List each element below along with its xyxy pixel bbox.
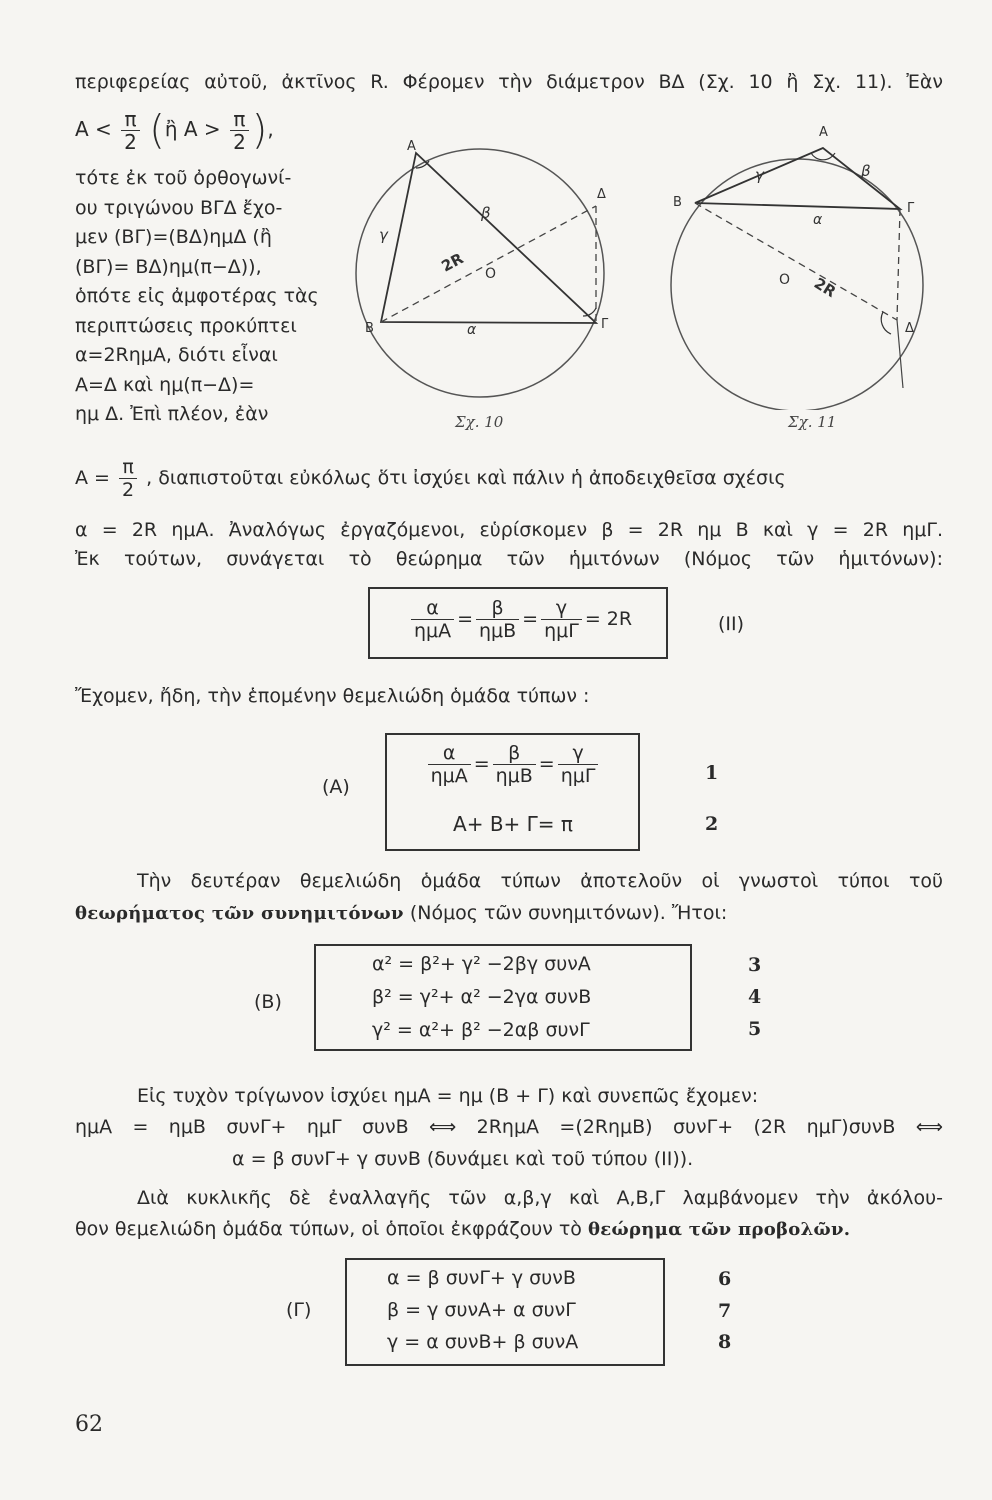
side-line: ου τριγώνου ΒΓΔ ἔχο- <box>75 196 283 219</box>
side-line: τότε ἐκ τοῦ ὀρθογωνί- <box>75 167 292 189</box>
group-B-label: (B) <box>254 991 282 1013</box>
fig11-label-O: O <box>779 272 791 288</box>
group-A-angles: A+ B+ Γ= π <box>453 812 573 836</box>
fig10-circle <box>356 149 604 397</box>
eq-number-8: 8 <box>718 1331 732 1353</box>
page-number: 62 <box>75 1412 103 1437</box>
group-A-sines: $\frac{\alpha}{\text{ημΑ}}$ = $\frac{\beta}{\text{ημΒ}}$ = $\frac{\gamma}{\text{ημΓ}}$ <box>388 742 638 787</box>
fig11-label-A: A <box>819 125 828 140</box>
fig11-dashed-side <box>897 209 900 320</box>
group-A-label: (A) <box>322 776 350 798</box>
text-line-10: Διὰ κυκλικῆς δὲ ἐναλλαγῆς τῶν α,β,γ καὶ Α,Β,Γ λαμβάνομεν τὴν ἀκόλου- <box>137 1187 943 1209</box>
fig10-label-O: O <box>485 266 497 282</box>
group-C-row: α = β συνΓ+ γ συνΒ <box>387 1267 576 1289</box>
side-line: μεν (ΒΓ)=(ΒΔ)ημΔ (ἢ <box>75 226 272 248</box>
group-B-row: α² = β²+ γ² −2βγ συνΑ <box>372 953 591 975</box>
group-B-row: γ² = α²+ β² −2αβ συνΓ <box>372 1019 590 1041</box>
fig10-label-gamma: γ <box>379 226 388 244</box>
law-of-sines: $\frac{\alpha}{\text{ημΑ}}$ = $\frac{\beta}{\text{ημΒ}}$ = $\frac{\gamma}{\text{ημΓ}}$ = 2R <box>375 597 665 642</box>
group-B-row: β² = γ²+ α² −2γα συνΒ <box>372 986 592 1008</box>
fig10-label-beta: β <box>481 204 491 222</box>
side-line: α=2RημΑ, διότι εἶναι <box>75 344 278 366</box>
text-line-3: Ἐκ τούτων, συνάγεται τὸ θεώρημα τῶν ἡμιτόνων (Νόμος τῶν ἡμιτόνων): <box>75 548 943 570</box>
eq-number-1: 1 <box>705 762 719 784</box>
side-line: (ΒΓ)= ΒΔ)ημ(π−Δ)), <box>75 255 262 278</box>
fig11-label-2R: 2R <box>810 274 840 302</box>
eq-number-4: 4 <box>748 986 762 1008</box>
fig10-label-B: B <box>365 321 374 336</box>
text-line-2: α = 2R ημΑ. Ἀναλόγως ἐργαζόμενοι, εὑρίσκομεν β = 2R ημ Β καὶ γ = 2R ημΓ. <box>75 519 943 541</box>
text-line-11: θον θεμελιώδη ὁμάδα τύπων, οἱ ὁποῖοι ἐκφράζουν τὸ θεώρημα τῶν προβολῶν. <box>75 1218 851 1240</box>
figure-10 <box>345 128 635 408</box>
eq-number-6: 6 <box>718 1268 732 1290</box>
fig10-caption: Σχ. 10 <box>455 413 504 431</box>
text-line-A-right: A = $\frac{\pi}{2}$ , διαπιστοῦται εὐκόλως ὅτι ἰσχύει καὶ πάλιν ἡ ἀποδειχθεῖσα σχέσις <box>75 456 786 501</box>
fig11-label-D: Δ <box>905 321 914 336</box>
fig11-caption: Σχ. 11 <box>788 413 837 431</box>
eq-number-7: 7 <box>718 1300 732 1322</box>
group-C-row: β = γ συνΑ+ α συνΓ <box>387 1299 576 1321</box>
fig11-diameter <box>695 203 897 320</box>
fig10-diameter <box>381 206 596 322</box>
text-line-8: ημΑ = ημΒ συνΓ+ ημΓ συνΒ ⟺ 2RημΑ =(2RημΒ) συνΓ+ (2R ημΓ)συνΒ ⟺ <box>75 1116 943 1138</box>
law-of-sines-tag: (ΙΙ) <box>718 613 745 635</box>
fig11-label-gamma: γ <box>755 166 764 184</box>
fig11-label-B: B <box>673 195 682 210</box>
fig11-label-G: Γ <box>907 201 915 216</box>
side-line: ημ Δ. Ἐπὶ πλέον, ἐὰν <box>75 403 269 425</box>
eq-number-3: 3 <box>748 954 762 976</box>
fig11-label-beta: β <box>861 162 871 180</box>
eq-number-5: 5 <box>748 1018 762 1040</box>
figure-11 <box>665 120 955 410</box>
side-line: περιπτώσεις προκύπτει <box>75 314 297 337</box>
fig10-label-A: A <box>407 139 416 154</box>
fig10-label-D: Δ <box>597 187 606 202</box>
fig10-label-G: Γ <box>601 317 609 332</box>
side-line: ὁπότε εἰς ἀμφοτέρας τὰς <box>75 285 319 307</box>
fig10-label-alpha: α <box>467 322 477 338</box>
angle-condition: A < $\frac{\pi}{2}$ (ἢ A > $\frac{\pi}{2}$ ), <box>75 107 274 154</box>
side-line: Α=Δ καὶ ημ(π−Δ)= <box>75 373 255 396</box>
side-paragraph <box>75 164 325 430</box>
eq-number-2: 2 <box>705 813 719 835</box>
fig10-label-2R: 2R <box>438 249 467 276</box>
fig10-triangle <box>381 153 596 323</box>
text-line-6: θεωρήματος τῶν συνημιτόνων (Νόμος τῶν συνημιτόνων). Ἤτοι: <box>75 902 728 924</box>
fig11-right-angle-mark <box>881 312 891 334</box>
fig11-label-alpha: α <box>813 212 823 228</box>
text-line-7: Εἰς τυχὸν τρίγωνον ἰσχύει ημΑ = ημ (Β + Γ) καὶ συνεπῶς ἔχομεν: <box>137 1085 759 1107</box>
group-C-label: (Γ) <box>286 1299 312 1321</box>
text-line-9: α = β συνΓ+ γ συνΒ (δυνάμει καὶ τοῦ τύπου (ΙΙ)). <box>232 1148 694 1170</box>
text-line-5: Τὴν δευτέραν θεμελιώδη ὁμάδα τύπων ἀποτελοῦν οἱ γνωστοὶ τύποι τοῦ <box>137 870 943 892</box>
text-line-1: περιφερείας αὐτοῦ, ἀκτῖνος R. Φέρομεν τὴν διάμετρον ΒΔ (Σχ. 10 ἢ Σχ. 11). Ἐὰν <box>75 71 943 93</box>
text-line-4: Ἔχομεν, ἤδη, τὴν ἑπομένην θεμελιώδη ὁμάδα τύπων : <box>75 685 590 707</box>
group-C-row: γ = α συνΒ+ β συνΑ <box>387 1331 579 1353</box>
